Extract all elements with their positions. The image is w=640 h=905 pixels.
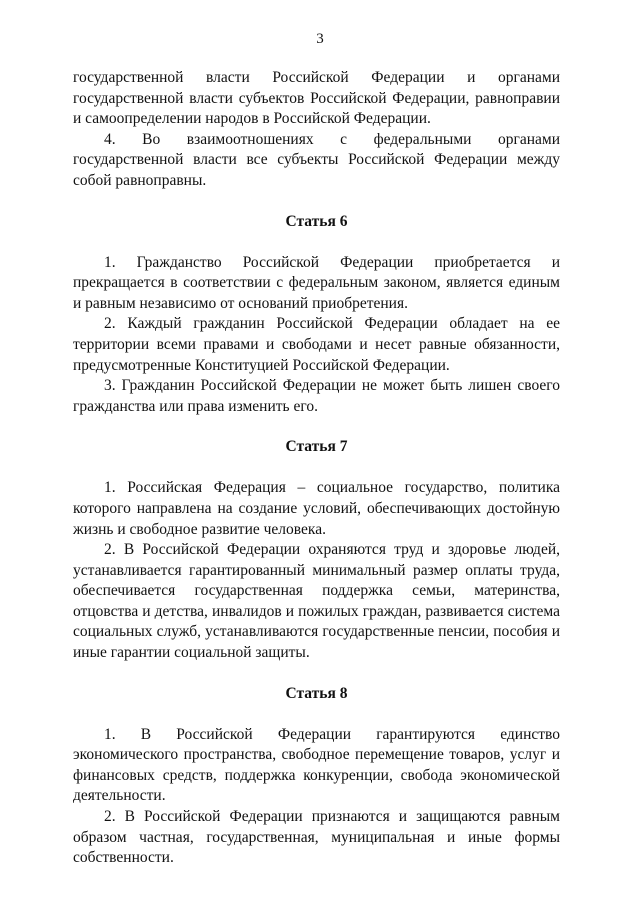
article-6-title: Статья 6	[285, 212, 348, 230]
article-6-paragraph-1: 1. Гражданство Российской Федерации приобретается и прекращается в соответствии с федеральным законом, является единым и равным независимо от оснований приобретения.	[73, 253, 560, 312]
article-7-paragraph-2: 2. В Российской Федерации охраняются труд и здоровье людей, устанавливается гарантированный минимальный размер оплаты труда, обеспечивается государственная поддержка семьи, материнства, отцовства и детства, инвалидов и пожилых граждан, развивается система социальных служб, устанавливаются государственные пенсии, пособия и иные гарантии социальной защиты.	[73, 541, 560, 662]
article-7-title: Статья 7	[285, 438, 348, 456]
spacer	[73, 704, 560, 725]
spacer	[73, 664, 560, 684]
article-6-paragraph-3: 3. Гражданин Российской Федерации не может быть лишен своего гражданства или права изменить его.	[73, 377, 560, 415]
article-8-paragraph-2: 2. В Российской Федерации признаются и защищаются равным образом частная, государственная, муниципальная и иные формы собственности.	[73, 808, 560, 867]
article-6-paragraph-2: 2. Каждый гражданин Российской Федерации обладает на ее территории всеми правами и свободами и несет равные обязанности, предусмотренные Конституцией Российской Федерации.	[73, 315, 560, 374]
spacer	[73, 232, 560, 253]
document-body	[73, 68, 560, 869]
page-number: 3	[316, 31, 324, 47]
spacer	[73, 457, 560, 478]
spacer	[73, 417, 560, 437]
article-7-paragraph-1: 1. Российская Федерация – социальное государство, политика которого направлена на создание условий, обеспечивающих достойную жизнь и свободное развитие человека.	[73, 479, 560, 538]
article-8-paragraph-1: 1. В Российской Федерации гарантируются единство экономического пространства, свободное перемещение товаров, услуг и финансовых средств, поддержка конкуренции, свобода экономической деятельности.	[73, 725, 560, 805]
article-8-title: Статья 8	[285, 684, 348, 702]
intro-paragraph-2: 4. Во взаимоотношениях с федеральными органами государственной власти все субъекты Российской Федерации между собой равноправны.	[73, 130, 560, 189]
spacer	[73, 192, 560, 212]
intro-paragraph-1: государственной власти Российской Федерации и органами государственной власти субъектов Российской Федерации, равноправии и самоопределении народов в Российской Федерации.	[73, 69, 560, 128]
